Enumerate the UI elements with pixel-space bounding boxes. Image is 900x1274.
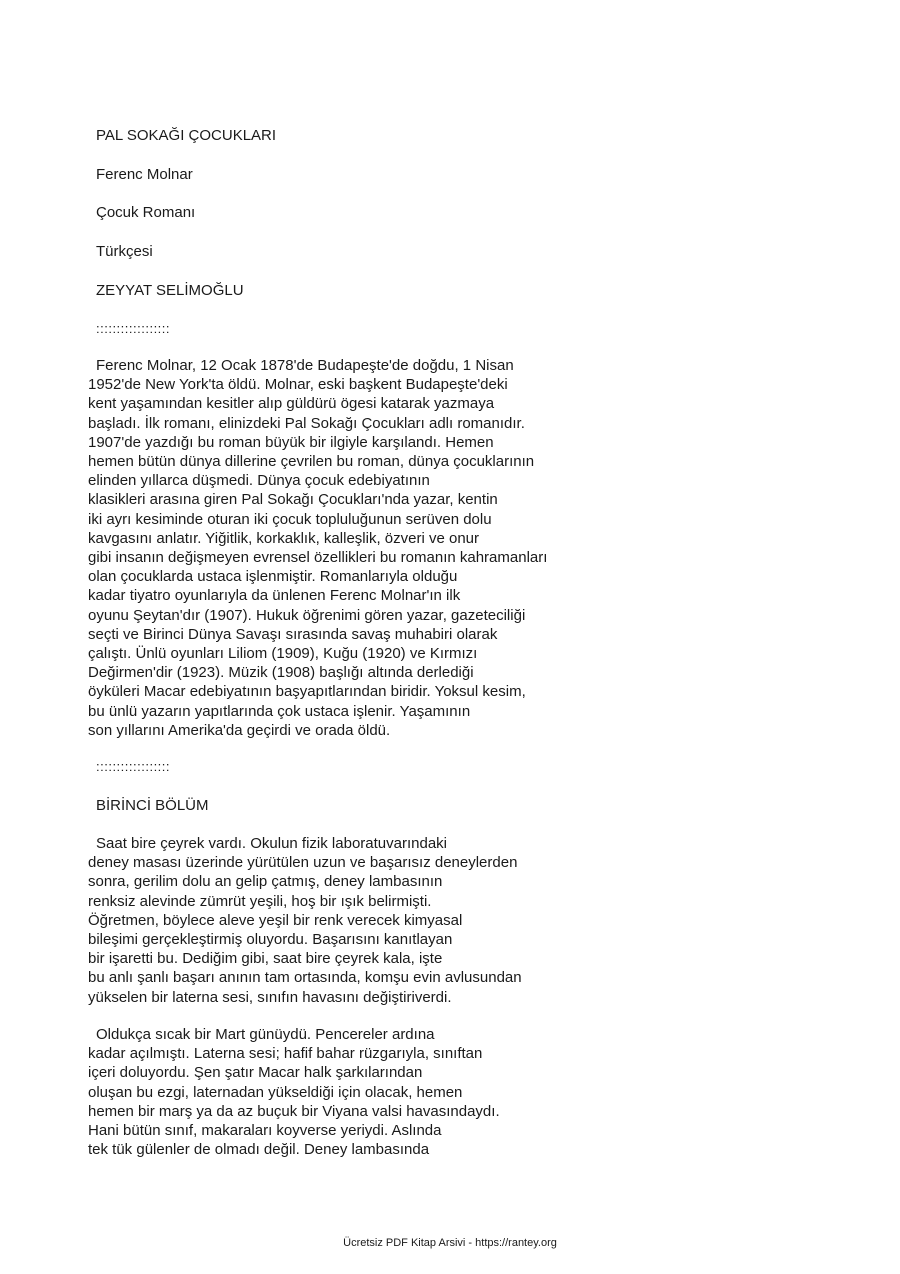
intro-line: gibi insanın değişmeyen evrensel özellikleri bu romanın kahramanları [88, 549, 548, 567]
intro-line: 1952'de New York'ta öldü. Molnar, eski başkent Budapeşte'deki [88, 376, 508, 394]
chapter-line: hemen bir marş ya da az buçuk bir Viyana valsi havasındaydı. [88, 1102, 500, 1120]
chapter-line: bileşimi gerçekleştirmiş oluyordu. Başarısını kanıtlayan [88, 931, 453, 949]
intro-line: olan çocuklarda ustaca işlenmiştir. Romanlarıyla olduğu [88, 568, 458, 586]
intro-line: bu ünlü yazarın yapıtlarında çok ustaca işlenir. Yaşamının [88, 702, 471, 720]
intro-line: seçti ve Birinci Dünya Savaşı sırasında savaş muhabiri olarak [88, 625, 498, 643]
chapter-line: sonra, gerilim dolu an gelip çatmış, deney lambasının [88, 873, 443, 891]
translation-label: Türkçesi [96, 243, 153, 260]
intro-line: 1907'de yazdığı bu roman büyük bir ilgiyle karşılandı. Hemen [88, 433, 494, 451]
chapter-line: renksiz alevinde zümrüt yeşili, hoş bir ışık belirmişti. [88, 892, 432, 910]
chapter-line: deney masası üzerinde yürütülen uzun ve başarısız deneylerden [88, 854, 518, 872]
chapter-heading: BİRİNCİ BÖLÜM [96, 797, 209, 814]
separator-1: :::::::::::::::::: [96, 321, 171, 336]
page-footer: Ücretsiz PDF Kitap Arsivi - https://rantey.org [343, 1237, 557, 1249]
chapter-line: Öğretmen, böylece aleve yeşil bir renk verecek kimyasal [88, 911, 463, 929]
separator-2: :::::::::::::::::: [96, 759, 171, 774]
chapter-line: Hani bütün sınıf, makaraları koyverse yeriydi. Aslında [88, 1122, 442, 1140]
intro-line: öyküleri Macar edebiyatının başyapıtlarından biridir. Yoksul kesim, [88, 683, 526, 701]
intro-line: iki ayrı kesiminde oturan iki çocuk topluluğunun serüven dolu [88, 510, 492, 528]
chapter-line: yükselen bir laterna sesi, sınıfın havasını değiştiriverdi. [88, 988, 452, 1006]
intro-line: klasikleri arasına giren Pal Sokağı Çocukları'nda yazar, kentin [88, 491, 498, 509]
book-title: PAL SOKAĞI ÇOCUKLARI [96, 127, 277, 144]
translator-name: ZEYYAT SELİMOĞLU [96, 282, 244, 299]
chapter-line: bir işaretti bu. Dediğim gibi, saat bire çeyrek kala, işte [88, 950, 443, 968]
intro-line: kadar tiyatro oyunlarıyla da ünlenen Ferenc Molnar'ın ilk [88, 587, 461, 605]
genre-label: Çocuk Romanı [96, 204, 196, 221]
chapter-paragraph-1 [88, 834, 648, 1007]
intro-paragraph [88, 356, 648, 740]
intro-line: hemen bütün dünya dillerine çevrilen bu roman, dünya çocuklarının [88, 453, 535, 471]
chapter-line: Oldukça sıcak bir Mart günüydü. Pencereler ardına [96, 1026, 435, 1043]
author-name: Ferenc Molnar [96, 166, 193, 183]
intro-line: çalıştı. Ünlü oyunları Liliom (1909), Kuğu (1920) ve Kırmızı [88, 645, 478, 663]
chapter-line: bu anlı şanlı başarı anının tam ortasında, komşu evin avlusundan [88, 969, 522, 987]
intro-line: başladı. İlk romanı, elinizdeki Pal Sokağı Çocukları adlı romanıdır. [88, 414, 525, 432]
chapter-line: oluşan bu ezgi, laternadan yükseldiği için olacak, hemen [88, 1083, 463, 1101]
chapter-line: içeri doluyordu. Şen şatır Macar halk şarkılarından [88, 1064, 423, 1082]
intro-line: kent yaşamından kesitler alıp güldürü ögesi katarak yazmaya [88, 395, 495, 413]
chapter-paragraph-2 [88, 1025, 648, 1159]
intro-line: oyunu Şeytan'dır (1907). Hukuk öğrenimi gören yazar, gazeteciliği [88, 606, 526, 624]
intro-line: elinden yıllarca düşmedi. Dünya çocuk edebiyatının [88, 472, 430, 490]
chapter-line: kadar açılmıştı. Laterna sesi; hafif bahar rüzgarıyla, sınıftan [88, 1045, 483, 1063]
intro-line: son yıllarını Amerika'da geçirdi ve orada öldü. [88, 721, 391, 739]
intro-line: kavgasını anlatır. Yiğitlik, korkaklık, kalleşlik, özveri ve onur [88, 529, 479, 547]
chapter-line: Saat bire çeyrek vardı. Okulun fizik laboratuvarındaki [96, 835, 447, 852]
intro-line: Ferenc Molnar, 12 Ocak 1878'de Budapeşte'de doğdu, 1 Nisan [96, 357, 514, 374]
chapter-line: tek tük gülenler de olmadı değil. Deney lambasında [88, 1141, 430, 1159]
intro-line: Değirmen'dir (1923). Müzik (1908) başlığı altında derlediği [88, 664, 474, 682]
